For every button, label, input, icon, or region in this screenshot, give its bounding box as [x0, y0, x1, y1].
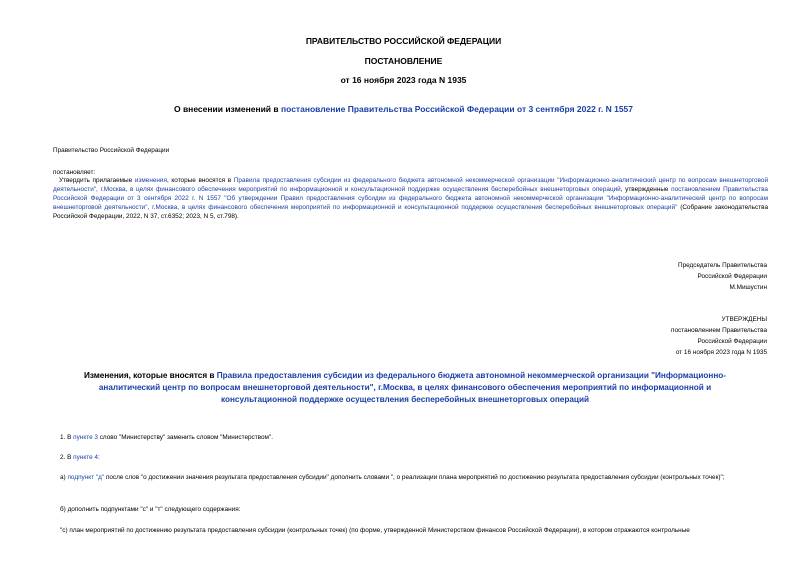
government-label: Правительство Российской Федерации — [53, 147, 170, 154]
item-2 — [60, 453, 100, 462]
signature-org: Российской Федерации — [697, 273, 767, 280]
item-3 — [53, 473, 768, 482]
paragraph-text: , утвержденные — [620, 186, 672, 193]
changes-title-prefix: Изменения, которые вносятся в — [83, 371, 217, 380]
approval-resolution-link[interactable]: постановлением Правительства Российской Федерации от 3 сентября 2022 г. N 1557 "Об утверждении Правил предоставления субсидии из федерального бюджета автономной некоммерческой организации "Информационно-аналитический центр по вопросам внешнеторговой деятельности", г.Москва, в целях финансового обеспечения мероприятий по информационной и консультационной поддержке осуществления бесперебойных внешнеторговых операций" — [53, 186, 768, 211]
item-3-link[interactable]: подпункт "д" — [67, 474, 105, 481]
signature-block — [678, 260, 767, 293]
item-4: б) дополнить подпунктами "с" и "т" следующего содержания: — [60, 506, 241, 513]
paragraph-text: , которые вносятся в — [166, 177, 234, 184]
item-5: "с) план мероприятий по достижению результата предоставления субсидии (контрольных точек) (по форме, утвержденной Министерством финансов Российской Федерации), в котором отражаются контрольные — [60, 527, 690, 534]
item-text: слово "Министерству" заменить словом "Министерством". — [97, 434, 273, 441]
resolution-paragraph — [53, 176, 768, 221]
rules-link[interactable]: Правила предоставления субсидии из федерального бюджета автономной некоммерческой организации "Информационно-аналитический центр по вопросам внешнеторговой деятельности", г.Москва, в целях финансового обеспечения мероприятий по информационной и консультационной поддержке осуществления бесперебойных внешнеторговых операций — [53, 177, 769, 193]
resolves-label: постановляет: — [53, 169, 96, 176]
item-1-link[interactable]: пункте 3 — [73, 434, 98, 441]
government-heading: ПРАВИТЕЛЬСТВО РОССИЙСКОЙ ФЕДЕРАЦИИ — [305, 36, 502, 46]
item-text: после слов "о достижении значения результата предоставления субсидии" дополнить словами ", о реализации плана мероприятий по достижению результата предоставления субсидии (контрольных точек)"; — [104, 474, 725, 481]
approval-by: постановлением Правительства — [671, 327, 767, 334]
document-title — [0, 104, 807, 114]
item-text: 1. В — [60, 434, 74, 441]
approval-block — [671, 314, 767, 358]
signature-name: М.Мишустин — [729, 284, 767, 291]
approval-org: Российской Федерации — [697, 338, 767, 345]
document-title-prefix: О внесении изменений в — [173, 104, 281, 114]
document-date-number: от 16 ноября 2023 года N 1935 — [340, 75, 467, 85]
item-text: : — [97, 454, 100, 461]
item-1 — [60, 433, 273, 442]
approval-date: от 16 ноября 2023 года N 1935 — [675, 349, 767, 356]
changes-link[interactable]: изменения — [134, 177, 167, 184]
resolution-1557-link[interactable]: постановление Правительства Российской Федерации от 3 сентября 2022 г. N 1557 — [280, 104, 634, 114]
changes-rules-link[interactable]: Правила предоставления субсидии из федерального бюджета автономной некоммерческой организации "Информационно-аналитический центр по вопросам внешнеторговой деятельности", г.Москва, в целях финансового обеспечения мероприятий по информационной и консультационной поддержке осуществления бесперебойных внешнеторговых операций — [98, 371, 726, 404]
changes-title — [60, 370, 750, 406]
item-text: а) — [60, 474, 68, 481]
paragraph-text: (Собрание законодательства Российской Федерации, 2022, N 37, ст.6352; 2023, N 5, ст.798). — [53, 204, 768, 220]
item-text: 2. В — [60, 454, 74, 461]
paragraph-text: Утвердить прилагаемые — [59, 177, 135, 184]
item-2-link[interactable]: пункте 4 — [73, 454, 98, 461]
approval-status: УТВЕРЖДЕНЫ — [721, 316, 767, 323]
document-type-heading: ПОСТАНОВЛЕНИЕ — [364, 56, 443, 66]
signature-position: Председатель Правительства — [678, 262, 767, 269]
